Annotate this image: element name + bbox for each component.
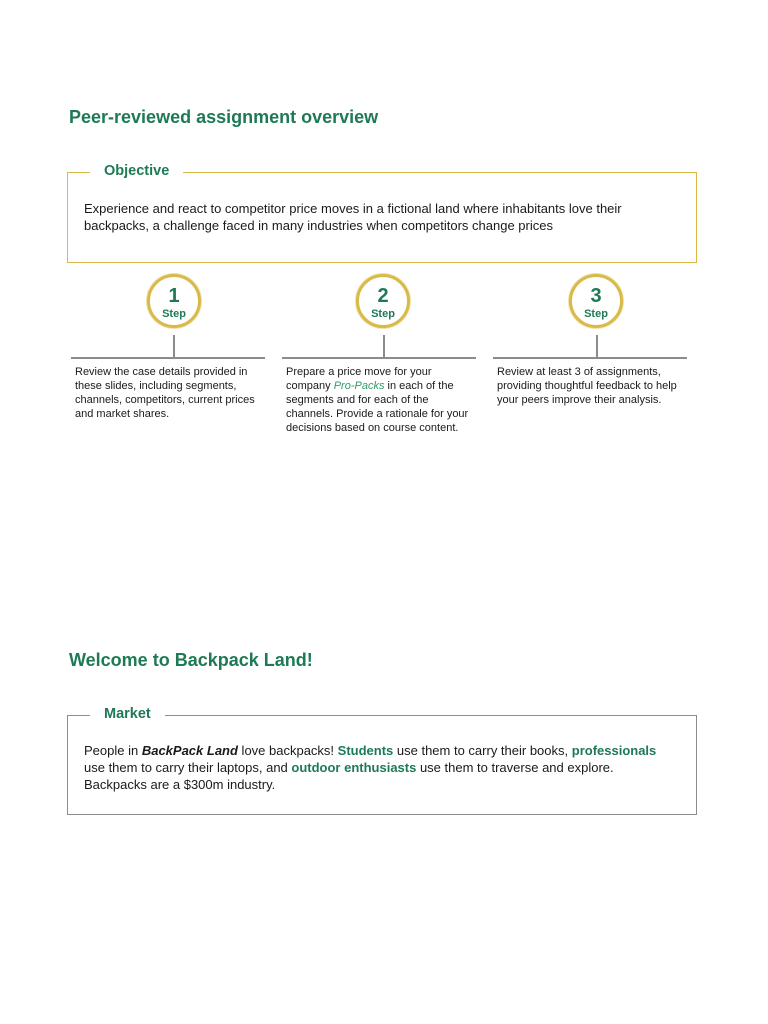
segment-professionals: professionals — [571, 743, 657, 758]
step-2 — [282, 274, 478, 444]
step-2-connector — [383, 335, 385, 357]
segment-outdoor-enthusiasts: outdoor enthusiasts — [291, 760, 417, 775]
step-1-text: Review the case details provided in these slides, including segments, channels, competitors, current prices and market shares. — [75, 366, 255, 420]
market-legend: Market — [90, 706, 165, 722]
backpack-land-name: BackPack Land — [141, 743, 238, 758]
step-3-text: Review at least 3 of assignments, providing thoughtful feedback to help your peers improve their analysis. — [497, 366, 677, 406]
objective-legend: Objective — [90, 163, 183, 179]
step-2-divider — [282, 357, 476, 359]
market-text-2: love backpacks! — [237, 743, 338, 758]
objective-box — [67, 163, 697, 263]
pro-packs-link: Pro-Packs — [333, 380, 385, 392]
step-3-divider — [493, 357, 687, 359]
objective-text: Experience and react to competitor price moves in a fictional land where inhabitants love their backpacks, a challenge faced in many industries when competitors change prices — [84, 201, 622, 233]
step-2-badge — [356, 274, 410, 328]
market-text-3: use them to carry their books, — [393, 743, 572, 758]
step-3-number: 3 — [590, 285, 602, 307]
step-2-text-start: Prepare a price move for your company — [286, 366, 432, 392]
step-3-label: Step — [584, 308, 608, 320]
step-2-text — [286, 365, 478, 435]
step-2-number: 2 — [377, 285, 389, 307]
market-text-4: use them to carry their laptops, and — [84, 760, 292, 775]
step-3 — [493, 274, 689, 444]
step-2-text-end: in each of the segments and for each of the channels. Provide a rationale for your decisions based on course content. — [286, 380, 469, 434]
step-1-connector — [173, 335, 175, 357]
step-1 — [71, 274, 267, 444]
market-text — [84, 742, 676, 793]
step-1-badge — [147, 274, 201, 328]
step-3-connector — [596, 335, 598, 357]
step-1-divider — [71, 357, 265, 359]
market-text-5: use them to traverse and explore. Backpacks are a $300m industry. — [84, 760, 614, 792]
step-3-badge — [569, 274, 623, 328]
step-2-label: Step — [371, 308, 395, 320]
welcome-title: Welcome to Backpack Land! — [69, 650, 313, 670]
overview-title: Peer-reviewed assignment overview — [69, 107, 379, 127]
market-text-1: People in — [84, 743, 142, 758]
segment-students: Students — [337, 743, 394, 758]
step-1-label: Step — [162, 308, 186, 320]
step-1-number: 1 — [168, 285, 180, 307]
market-box — [67, 706, 697, 815]
